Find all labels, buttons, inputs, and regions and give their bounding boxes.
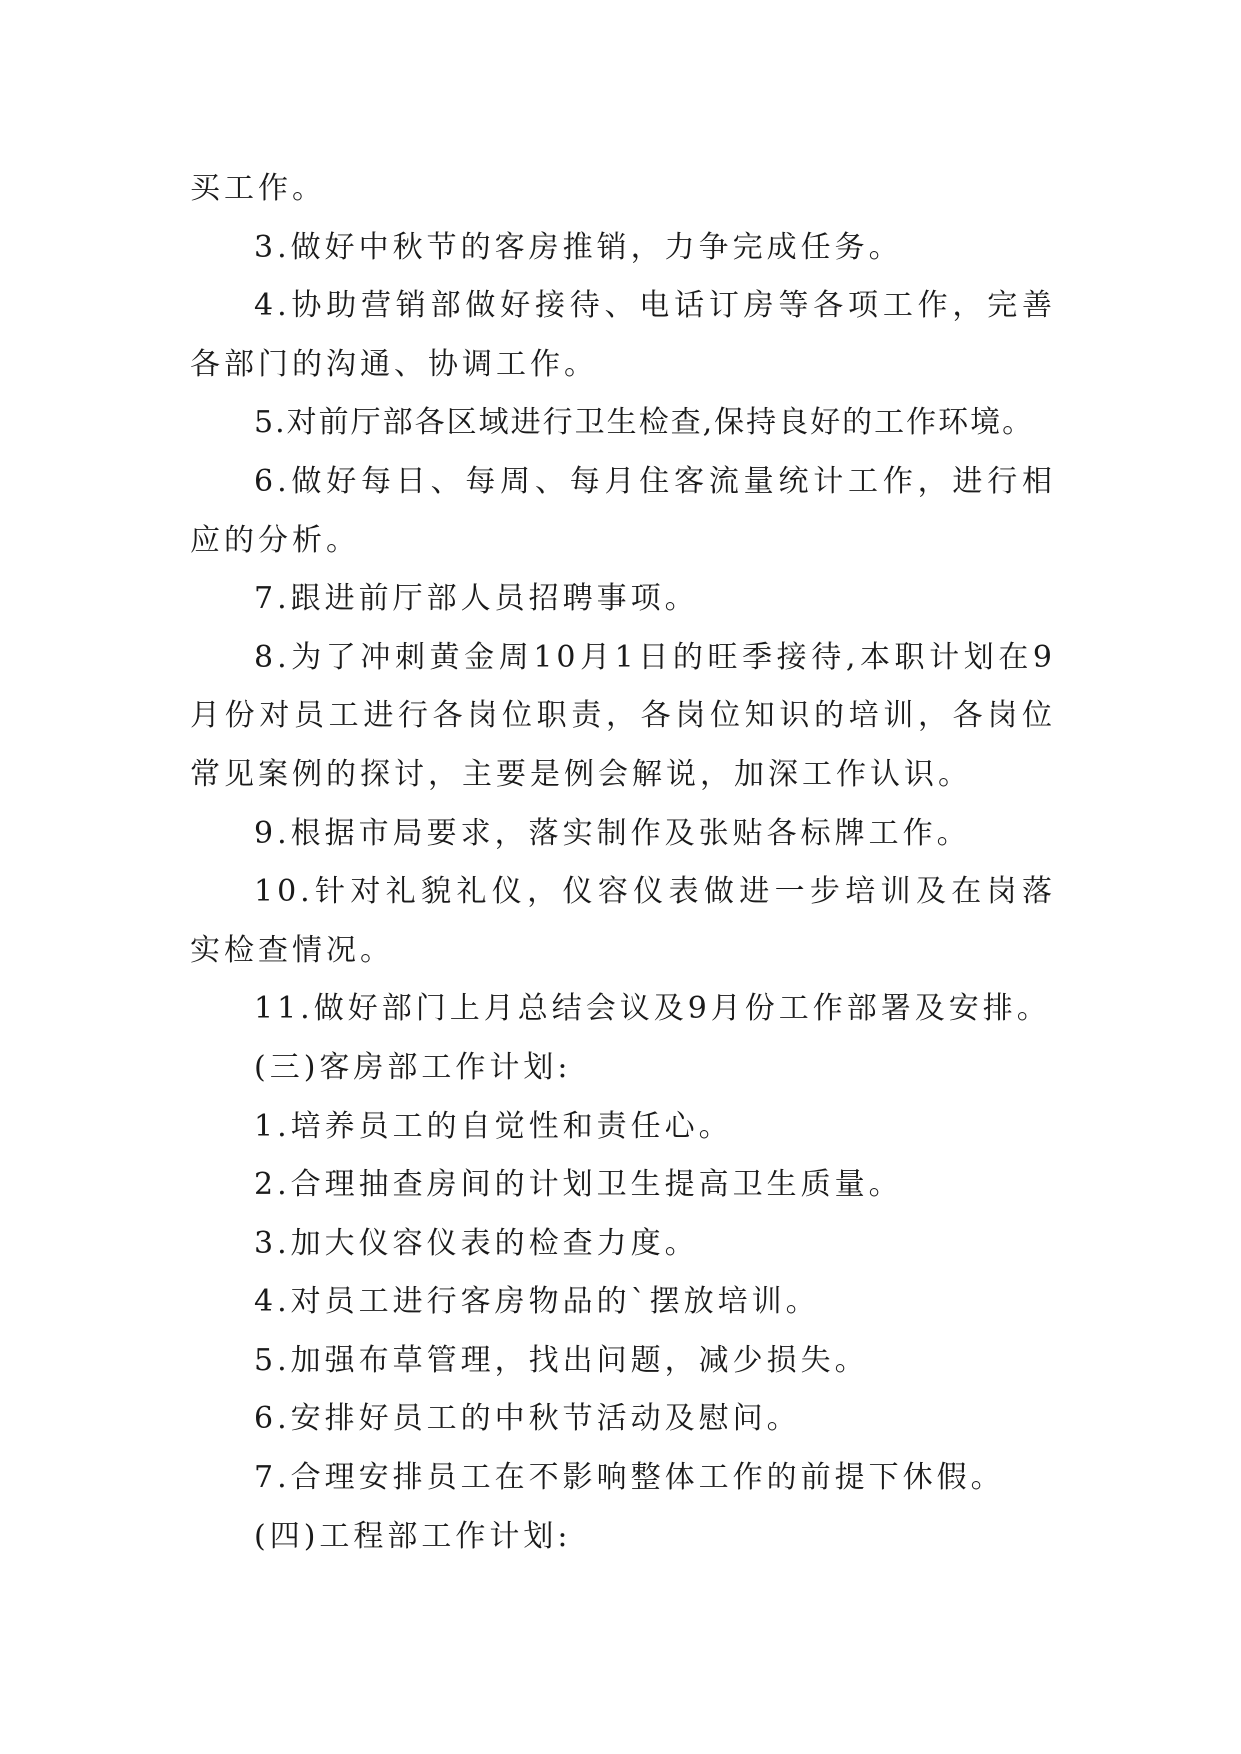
document-body: [190, 160, 1056, 1566]
paragraph: 8.为了冲刺黄金周10月1日的旺季接待,本职计划在9月份对员工进行各岗位职责，各岗位知识的培训，各岗位常见案例的探讨，主要是例会解说，加深工作认识。: [190, 639, 1056, 792]
paragraph: 5.加强布草管理，找出问题，减少损失。: [254, 1342, 869, 1378]
paragraph: 6.做好每日、每周、每月住客流量统计工作，进行相应的分析。: [190, 463, 1056, 558]
paragraph: 7.合理安排员工在不影响整体工作的前提下休假。: [254, 1460, 1005, 1496]
section-heading: (三)客房部工作计划:: [254, 1049, 572, 1085]
paragraph: 6.安排好员工的中秋节活动及慰问。: [254, 1401, 801, 1437]
paragraph: 9.根据市局要求，落实制作及张贴各标牌工作。: [254, 815, 971, 851]
paragraph: 买工作。: [190, 171, 326, 206]
paragraph: 5.对前厅部各区域进行卫生检查,保持良好的工作环境。: [254, 405, 1035, 441]
section-heading: (四)工程部工作计划:: [254, 1518, 572, 1554]
paragraph: 4.对员工进行客房物品的`摆放培训。: [254, 1284, 820, 1320]
paragraph: 2.合理抽查房间的计划卫生提高卫生质量。: [254, 1167, 903, 1203]
paragraph: 10.针对礼貌礼仪，仪容仪表做进一步培训及在岗落实检查情况。: [190, 874, 1056, 968]
paragraph: 3.加大仪容仪表的检查力度。: [254, 1225, 699, 1261]
paragraph: 11.做好部门上月总结会议及9月份工作部署及安排。: [254, 991, 1051, 1027]
paragraph: 1.培养员工的自觉性和责任心。: [254, 1108, 733, 1144]
paragraph: 7.跟进前厅部人员招聘事项。: [254, 581, 699, 617]
paragraph: 3.做好中秋节的客房推销，力争完成任务。: [254, 229, 903, 265]
paragraph: 4.协助营销部做好接待、电话订房等各项工作，完善各部门的沟通、协调工作。: [190, 288, 1056, 382]
